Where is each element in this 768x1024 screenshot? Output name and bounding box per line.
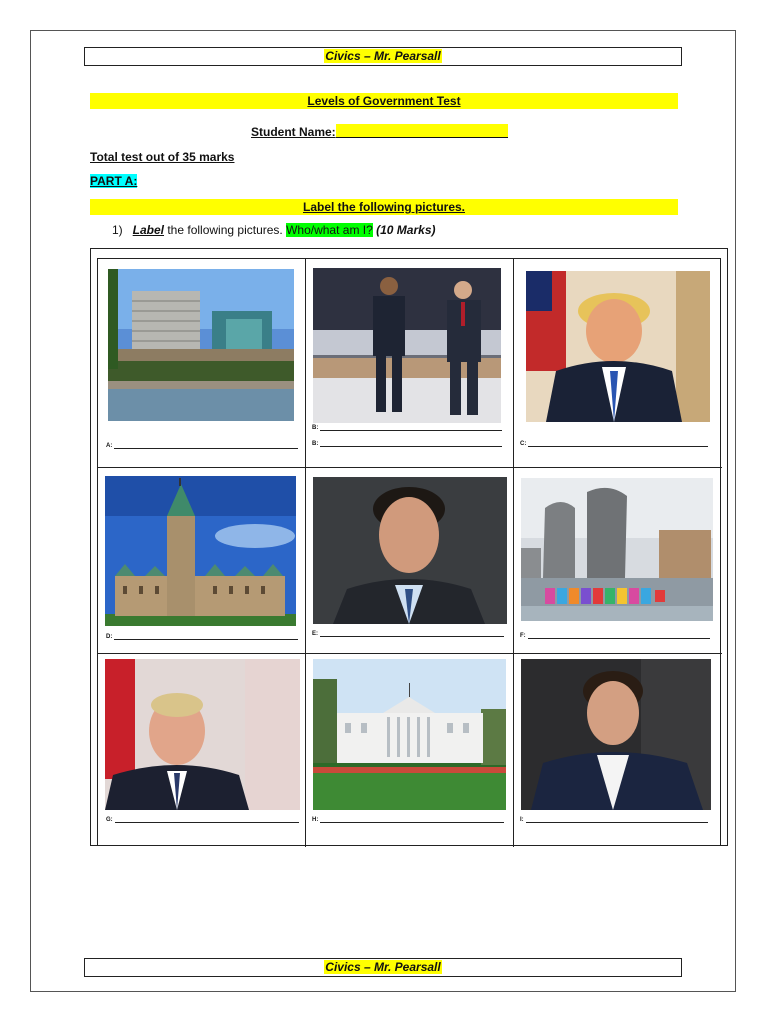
test-title: Levels of Government Test [90, 93, 678, 109]
page-header [84, 47, 682, 66]
laughing-man-photo [105, 659, 300, 810]
question-prompt: Who/what am I? [286, 223, 373, 237]
city-hall-photo [108, 269, 294, 421]
question-1 [112, 223, 436, 237]
toronto-city-hall-photo [521, 478, 713, 621]
answer-line-h[interactable] [312, 816, 504, 823]
picture-cell-b [306, 259, 514, 468]
section-instruction: Label the following pictures. [90, 199, 678, 215]
label-i: I: [520, 817, 524, 823]
page-footer [84, 958, 682, 977]
answer-line-a[interactable] [106, 442, 298, 449]
label-a: A: [106, 443, 113, 449]
question-marks: (10 Marks) [376, 223, 436, 237]
picture-cell-f [514, 468, 722, 654]
answer-line-f[interactable] [520, 632, 710, 639]
picture-cell-d [98, 468, 306, 654]
total-marks: Total test out of 35 marks [90, 150, 235, 164]
header-text: Civics – Mr. Pearsall [325, 49, 441, 63]
question-text: the following pictures. [164, 223, 287, 237]
part-a-label: PART A: [90, 174, 138, 188]
footer-text: Civics – Mr. Pearsall [325, 960, 441, 974]
picture-cell-a [98, 259, 306, 468]
parliament-building-photo [105, 476, 296, 626]
answer-line-c[interactable] [520, 440, 708, 447]
answer-line-b2[interactable] [312, 440, 502, 447]
part-a-heading [90, 174, 137, 188]
answer-line-d[interactable] [106, 633, 298, 640]
two-men-speaking-photo [313, 268, 501, 423]
answer-line-g[interactable] [106, 816, 299, 823]
picture-grid [97, 258, 721, 846]
student-name-field[interactable] [336, 124, 508, 138]
answer-line-e[interactable] [312, 630, 504, 637]
picture-cell-i [514, 654, 722, 847]
man-portrait-photo [313, 477, 507, 624]
label-b-2: B: [312, 441, 319, 447]
label-g: G: [106, 817, 113, 823]
student-name-label: Student Name: [251, 125, 336, 139]
picture-cell-c [514, 259, 722, 468]
label-d: D: [106, 634, 113, 640]
picture-cell-h [306, 654, 514, 847]
label-e: E: [312, 631, 318, 637]
smiling-man-photo [521, 659, 711, 810]
question-number: 1) [112, 223, 123, 237]
label-f: F: [520, 633, 526, 639]
man-portrait-flag-photo [526, 271, 710, 422]
student-name-row [251, 124, 508, 139]
label-c: C: [520, 441, 527, 447]
picture-cell-e [306, 468, 514, 654]
picture-cell-g [98, 654, 306, 847]
label-b-1: B: [312, 425, 319, 431]
answer-line-b1[interactable] [312, 424, 502, 431]
label-h: H: [312, 817, 319, 823]
white-house-photo [313, 659, 506, 810]
question-verb: Label [132, 223, 165, 237]
answer-line-i[interactable] [520, 816, 708, 823]
